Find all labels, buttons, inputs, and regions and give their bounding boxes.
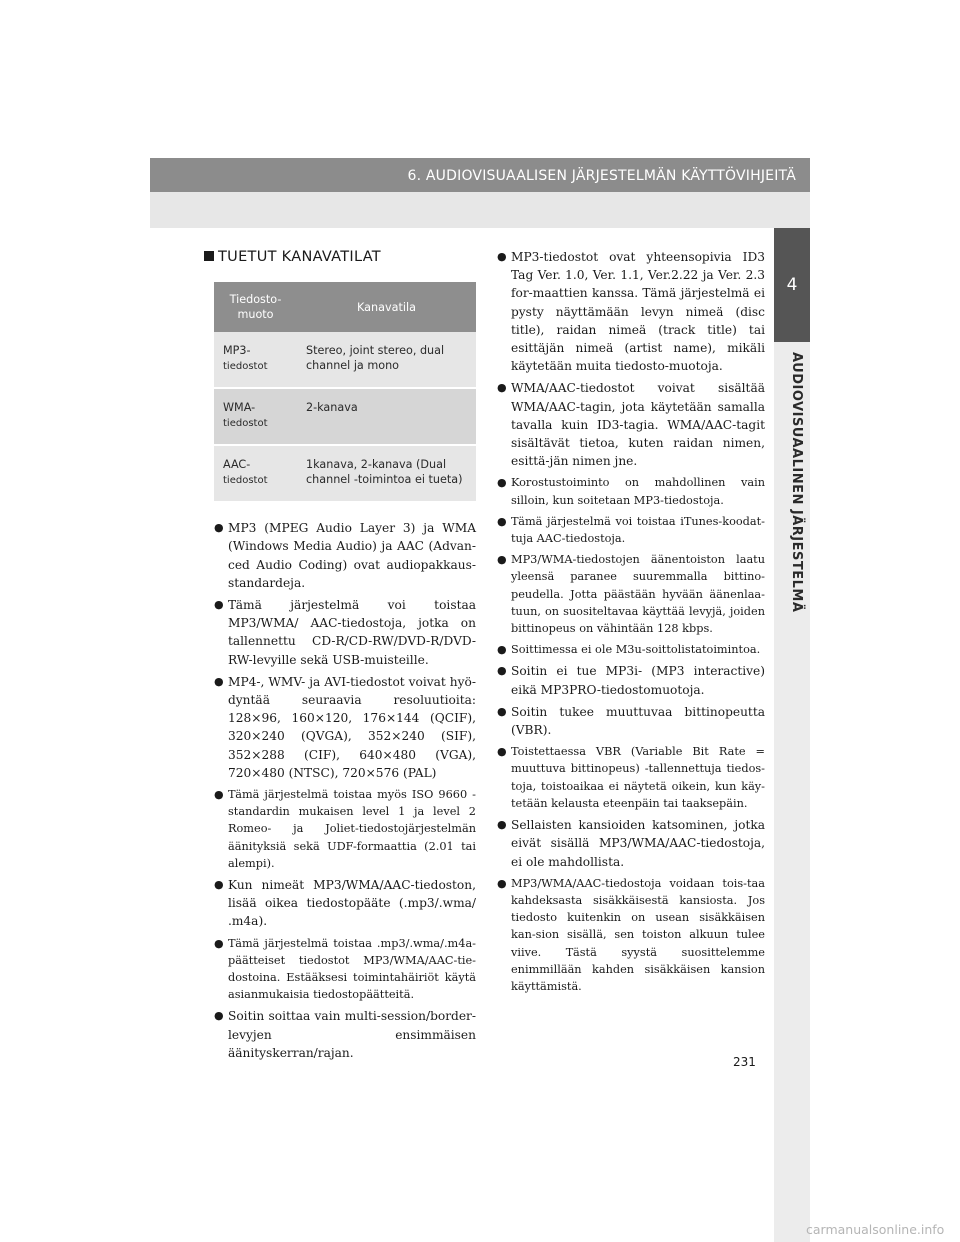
table-header-cell — [214, 282, 297, 332]
table-cell-format: AAC- tiedostot — [214, 445, 297, 502]
list-item: ● Soitin tukee muuttuvaa bittinopeutta (VBR). — [497, 703, 765, 739]
table-cell-mode: Stereo, joint stereo, dual channel ja mono — [297, 332, 476, 388]
table-cell-mode: 1kanava, 2-kanava (Dual channel -toimintoa ei tueta) — [297, 445, 476, 502]
table-row — [214, 332, 476, 388]
list-item: ● MP3/WMA-tiedostojen äänentoiston laatu yleensä paranee suuremmalla bittino-peudella. Jotta päästään hyvään äänenlaa-tuun, on suositeltavaa käyttää levyjä, joiden bittinopeus on vähintään 128 kbps. — [497, 551, 765, 637]
list-item: ● MP3-tiedostot ovat yhteensopivia ID3 Tag Ver. 1.0, Ver. 1.1, Ver.2.22 ja Ver. 2.3 for-maattien kanssa. Tämä järjestelmä ei pysty näyttämään levyn nimeä (disc title), raidan nimeä (track title) tai esittäjän nimeä (artist name), mikäli käytetään muita tiedosto-muotoja. — [497, 248, 765, 375]
header-format: Tiedosto- muoto — [229, 293, 282, 322]
list-item: ● Sellaisten kansioiden katsominen, jotka eivät sisällä MP3/WMA/AAC-tiedostoja, ei ole mahdollista. — [497, 816, 765, 871]
table-row — [214, 388, 476, 445]
list-item: ● Toistettaessa VBR (Variable Bit Rate = muuttuva bittinopeus) -tallennettuja tiedos-toja, toistoaikaa ei näytetä oikein, kun käy-tetään kelausta eteenpäin tai taaksepäin. — [497, 743, 765, 812]
list-item: ● Soittimessa ei ole M3u-soittolistatoimintoa. — [497, 641, 765, 658]
square-bullet-icon — [204, 251, 214, 261]
table-cell-mode: 2-kanava — [297, 388, 476, 445]
list-item: ● Soitin ei tue MP3i- (MP3 interactive) eikä MP3PRO-tiedostomuotoja. — [497, 662, 765, 698]
list-item: ● Tämä järjestelmä voi toistaa iTunes-koodat-tuja AAC-tiedostoja. — [497, 513, 765, 547]
list-item: ● Tämä järjestelmä voi toistaa MP3/WMA/ AAC-tiedostoja, jotka on tallennettu CD-R/CD-RW/DVD-R/DVD-RW-levyille sekä USB-muisteille. — [214, 596, 476, 669]
watermark: carmanualsonline.info — [806, 1222, 945, 1237]
header-bar — [150, 158, 810, 192]
list-item: ● Soitin soittaa vain multi-session/border-levyjen ensimmäisen äänityskerran/rajan. — [214, 1007, 476, 1062]
list-item: ● Kun nimeät MP3/WMA/AAC-tiedoston, lisää oikea tiedostopääte (.mp3/.wma/ .m4a). — [214, 876, 476, 931]
page-number: 231 — [733, 1055, 756, 1069]
list-item: ● MP4-, WMV- ja AVI-tiedostot voivat hyö-dyntää seuraavia resoluutioita: 128×96, 160×120, 176×144 (QCIF), 320×240 (QVGA), 352×240 (SIF), 352×288 (CIF), 640×480 (VGA), 720×480 (NTSC), 720×576 (PAL) — [214, 673, 476, 782]
table-cell-format: WMA- tiedostot — [214, 388, 297, 445]
list-item: ● Tämä järjestelmä toistaa .mp3/.wma/.m4a-päätteiset tiedostot MP3/WMA/AAC-tie-dostoina. Estääksesi toimintahäiriöt käytä asianmukaisia tiedostopäätteitä. — [214, 935, 476, 1004]
list-item: ● WMA/AAC-tiedostot voivat sisältää WMA/AAC-tagin, jota käytetään samalla tavalla kuin ID3-tagia. WMA/AAC-tagit sisältävät tietoa, kuten raidan nimen, esittä-jän nimen jne. — [497, 379, 765, 470]
list-item: ● MP3 (MPEG Audio Layer 3) ja WMA (Windows Media Audio) ja AAC (Advan-ced Audio Coding) ovat audiopakkaus-standardeja. — [214, 519, 476, 592]
channel-mode-table — [214, 282, 476, 503]
list-item: ● Tämä järjestelmä toistaa myös ISO 9660 -standardin mukaisen level 1 ja level 2 Romeo- ja Joliet-tiedostojärjestelmän äänityksiä sekä UDF-formaattia (2.01 tai alempi). — [214, 786, 476, 872]
side-tab-number: 4 — [774, 228, 810, 342]
side-tab-label: AUDIOVISUAALINEN JÄRJESTELMÄ — [789, 352, 804, 613]
left-column — [214, 248, 476, 1066]
list-item: ● Korostustoiminto on mahdollinen vain silloin, kun soitetaan MP3-tiedostoja. — [497, 474, 765, 508]
header-band — [150, 158, 810, 228]
list-item: ● MP3/WMA/AAC-tiedostoja voidaan tois-taa kahdeksasta sisäkkäisestä kansiosta. Jos tiedosto kuitenkin on usean sisäkkäisen kan-sion sisällä, sen toiston alkuun tulee viive. Tästä syystä suosittelemme enimmillään kahden sisäkkäisen kansion käyttämistä. — [497, 875, 765, 995]
table-header-row — [214, 282, 476, 332]
table-header-cell: Kanavatila — [297, 282, 476, 332]
section-heading: TUETUT KANAVATILAT — [204, 248, 476, 266]
table-row — [214, 445, 476, 502]
table-cell-format: MP3- tiedostot — [214, 332, 297, 388]
chapter-title: 6. AUDIOVISUAALISEN JÄRJESTELMÄN KÄYTTÖVIHJEITÄ — [407, 168, 796, 184]
right-column — [497, 248, 765, 999]
